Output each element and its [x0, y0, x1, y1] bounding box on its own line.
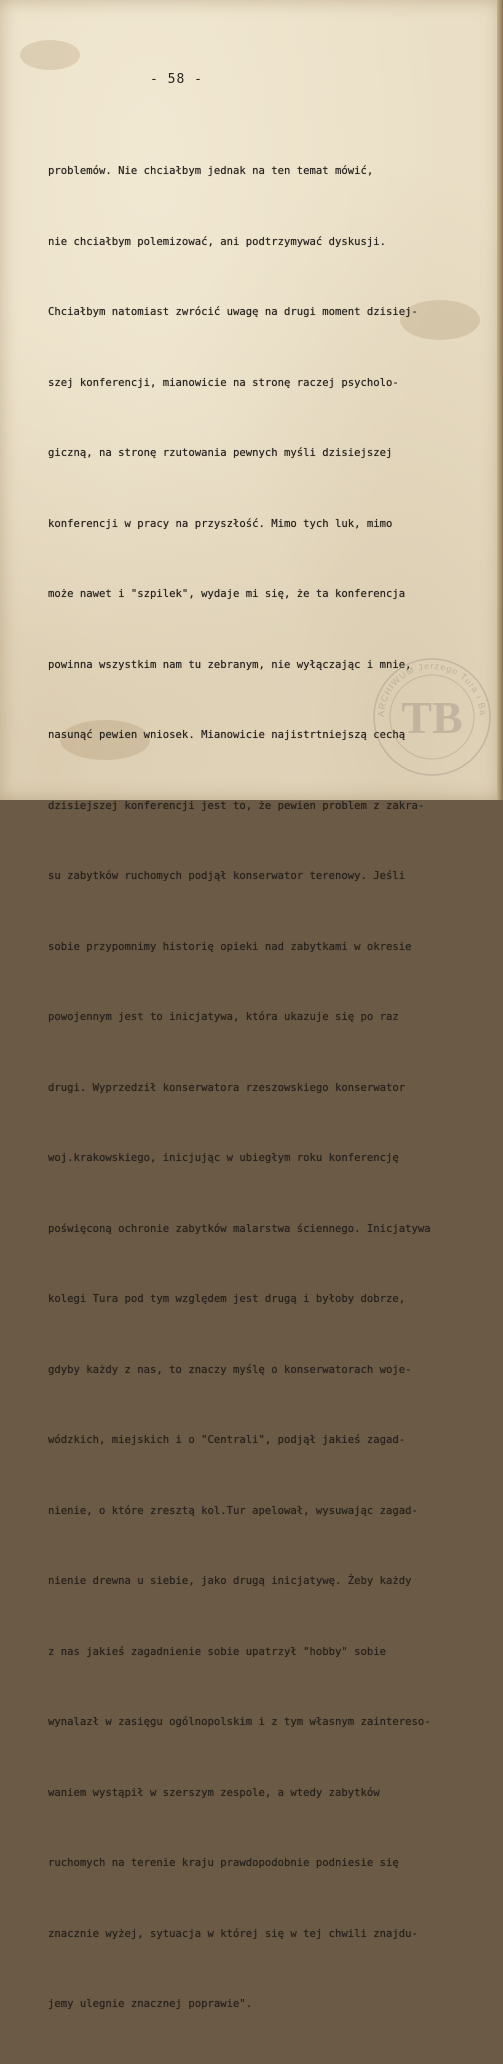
text-line: su zabytków ruchomych podjął konserwator terenowy. Jeśli: [48, 870, 406, 882]
archive-watermark-logo: [370, 655, 495, 780]
page-number: - 58 -: [150, 72, 203, 87]
text-line: problemów. Nie chciałbym jednak na ten temat mówić,: [48, 165, 374, 177]
paper-stain: [20, 40, 80, 70]
typed-text-body: [48, 113, 488, 2064]
text-line: nienie drewna u siebie, jako drugą inicjatywę. Żeby każdy: [48, 1575, 412, 1587]
text-line: powinna wszystkim nam tu zebranym, nie wyłączając i mnie,: [48, 658, 412, 671]
text-line: giczną, na stronę rzutowania pewnych myśli dzisiejszej: [48, 447, 393, 459]
text-line: nienie, o które zresztą kol.Tur apelował, wysuwając zagad-: [48, 1504, 418, 1517]
text-line: ruchomych na terenie kraju prawdopodobnie podniesie się: [48, 1857, 399, 1869]
text-line: dzisiejszej konferencji jest to, że pewien problem z zakra-: [48, 799, 425, 812]
page-edge: [497, 0, 503, 800]
text-line: z nas jakieś zagadnienie sobie upatrzył "hobby" sobie: [48, 1645, 387, 1658]
text-line: waniem wystąpił w szerszym zespole, a wtedy zabytków: [48, 1786, 380, 1799]
archive-seal-icon: [370, 655, 495, 780]
text-line: konferencji w pracy na przyszłość. Mimo tych luk, mimo: [48, 517, 393, 530]
text-line: znacznie wyżej, sytuacja w której się w tej chwili znajdu-: [48, 1927, 418, 1940]
text-line: nasunąć pewien wniosek. Mianowicie najistrtniejszą cechą: [48, 729, 406, 741]
text-line: drugi. Wyprzedził konserwatora rzeszowskiego konserwator: [48, 1081, 406, 1094]
text-line: sobie przypomnimy historię opieki nad zabytkami w okresie: [48, 940, 412, 953]
text-line: jemy ulegnie znacznej poprawie".: [48, 1998, 253, 2010]
text-line: poświęconą ochronie zabytków malarstwa ściennego. Inicjatywa: [48, 1222, 431, 1235]
text-line: wynalazł w zasięgu ogólnopolskim i z tym własnym zaintereso-: [48, 1716, 431, 1728]
text-line: nie chciałbym polemizować, ani podtrzymywać dyskusji.: [48, 235, 387, 248]
text-line: gdyby każdy z nas, to znaczy myślę o konserwatorach woje-: [48, 1363, 412, 1376]
watermark-arc-text: ARCHIWUM Jerzego Tura i Ba: [375, 660, 489, 718]
text-line: szej konferencji, mianowicie na stronę raczej psycholo-: [48, 376, 399, 389]
text-line: wódzkich, miejskich i o "Centrali", podjął jakieś zagad-: [48, 1434, 406, 1446]
watermark-monogram: TB: [401, 692, 463, 743]
text-line: kolegi Tura pod tym względem jest drugą i byłoby dobrze,: [48, 1293, 406, 1305]
text-line: może nawet i "szpilek", wydaje mi się, że ta konferencja: [48, 588, 406, 600]
text-line: woj.krakowskiego, inicjując w ubiegłym roku konferencję: [48, 1152, 399, 1164]
text-line: powojennym jest to inicjatywa, która ukazuje się po raz: [48, 1011, 399, 1023]
text-line: Chciałbym natomiast zwrócić uwagę na drugi moment dzisiej-: [48, 306, 418, 318]
